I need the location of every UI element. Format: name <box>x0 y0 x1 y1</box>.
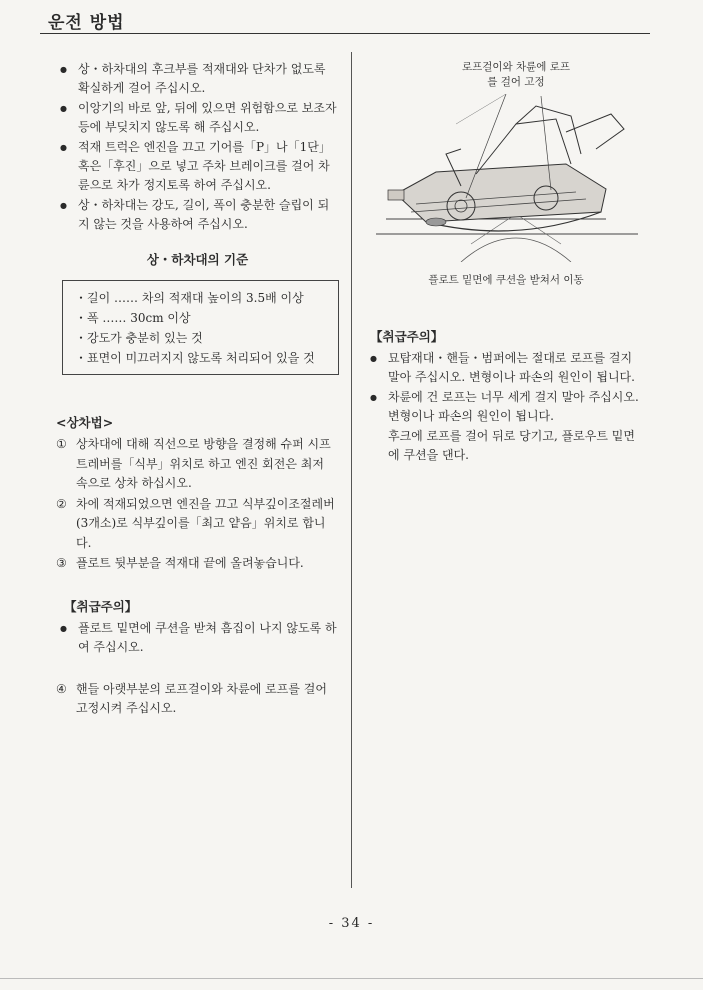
step-number: ④ <box>56 681 67 696</box>
page-title: 운전 방법 <box>48 13 125 33</box>
page-header <box>40 4 650 34</box>
rice-transplanter-on-ramp-illustration <box>366 94 646 262</box>
loading-steps <box>56 435 339 574</box>
left-column <box>56 60 339 720</box>
step-number: ① <box>56 437 67 451</box>
step-text: 플로트 뒷부분을 적재대 끝에 올려놓습니다. <box>76 556 304 570</box>
bullet-item: ● 적재 트럭은 엔진을 끄고 기어를「P」나「1단」혹은「후진」으로 넣고 주차 브레이크를 걸어 차륜으로 차가 정지토록 하여 주십시오. <box>56 138 339 195</box>
step-number: ③ <box>56 556 67 570</box>
bullet-item: ● 상・하차대의 후크부를 적재대와 단차가 없도록 확실하게 걸어 주십시오. <box>56 60 339 98</box>
step-text: 차에 적재되었으면 엔진을 끄고 식부깊이조절레버(3개소)로 식부깊이를「최고 얕음」위치로 합니다. <box>76 496 335 550</box>
ramp-standard-box <box>62 280 339 375</box>
bullet-item: ● 상・하차대는 강도, 길이, 폭이 충분한 슬립이 되지 않는 것을 사용하여 주십시오. <box>56 196 339 234</box>
page-number: - 34 - <box>328 916 375 931</box>
caution-item: ● 차륜에 건 로프는 너무 세게 걸지 말아 주십시오. 변형이나 파손의 원인이 됩니다. <box>366 388 646 426</box>
rope-note: 후크에 로프를 걸어 뒤로 당기고, 플로우트 밑면에 쿠션을 댄다. <box>388 429 635 462</box>
figure-caption-bottom: 플로트 밑면에 쿠션을 받쳐서 이동 <box>428 274 584 286</box>
standard-item: ・폭 …… 30cm 이상 <box>75 311 191 325</box>
ramp-standard-title: 상・하차대의 기준 <box>146 252 249 267</box>
step-number: ② <box>56 496 67 511</box>
bottom-rule <box>0 978 703 979</box>
caution-heading: 【취급주의】 <box>64 598 138 614</box>
caption-line: 로프걸이와 차륜에 로프 <box>461 61 571 73</box>
bullet-item: ● 이앙기의 바로 앞, 뒤에 있으면 위험함으로 보조자 등에 부딪치지 않도록 해 주십시오. <box>56 99 339 137</box>
loading-method-heading: <상차법> <box>56 415 114 430</box>
caution-list <box>56 619 339 657</box>
step-item <box>56 554 339 574</box>
safety-bullet-list <box>56 60 339 234</box>
caution-heading: 【취급주의】 <box>370 329 444 344</box>
step-item <box>56 435 339 494</box>
loading-steps-continued <box>56 680 339 719</box>
column-divider <box>351 52 352 888</box>
caution-item: ● 플로트 밑면에 쿠션을 받쳐 흠집이 나지 않도록 하여 주십시오. <box>56 619 339 657</box>
step-item <box>56 495 339 554</box>
caution-item: ● 묘탑재대・핸들・범퍼에는 절대로 로프를 걸지 말아 주십시오. 변형이나 파손의 원인이 됩니다. <box>366 349 646 387</box>
standard-item: ・길이 …… 차의 적재대 높이의 3.5배 이상 <box>75 291 304 305</box>
step-text: 상차대에 대해 직선으로 방향을 결정해 슈퍼 시프트레버를「식부」위치로 하고 엔진 회전은 최저 속으로 상차 하십시오. <box>76 437 331 490</box>
step-text: 핸들 아랫부분의 로프걸이와 차륜에 로프를 걸어 고정시켜 주십시오. <box>76 681 327 715</box>
caution-list <box>366 349 646 426</box>
standard-item: ・강도가 충분히 있는 것 <box>75 331 203 345</box>
figure-caption-top <box>386 60 646 90</box>
standard-item: ・표면이 미끄러지지 않도록 처리되어 있을 것 <box>75 351 315 365</box>
right-column <box>366 60 646 465</box>
step-item <box>56 680 339 719</box>
caption-line: 를 걸어 고정 <box>487 76 545 88</box>
